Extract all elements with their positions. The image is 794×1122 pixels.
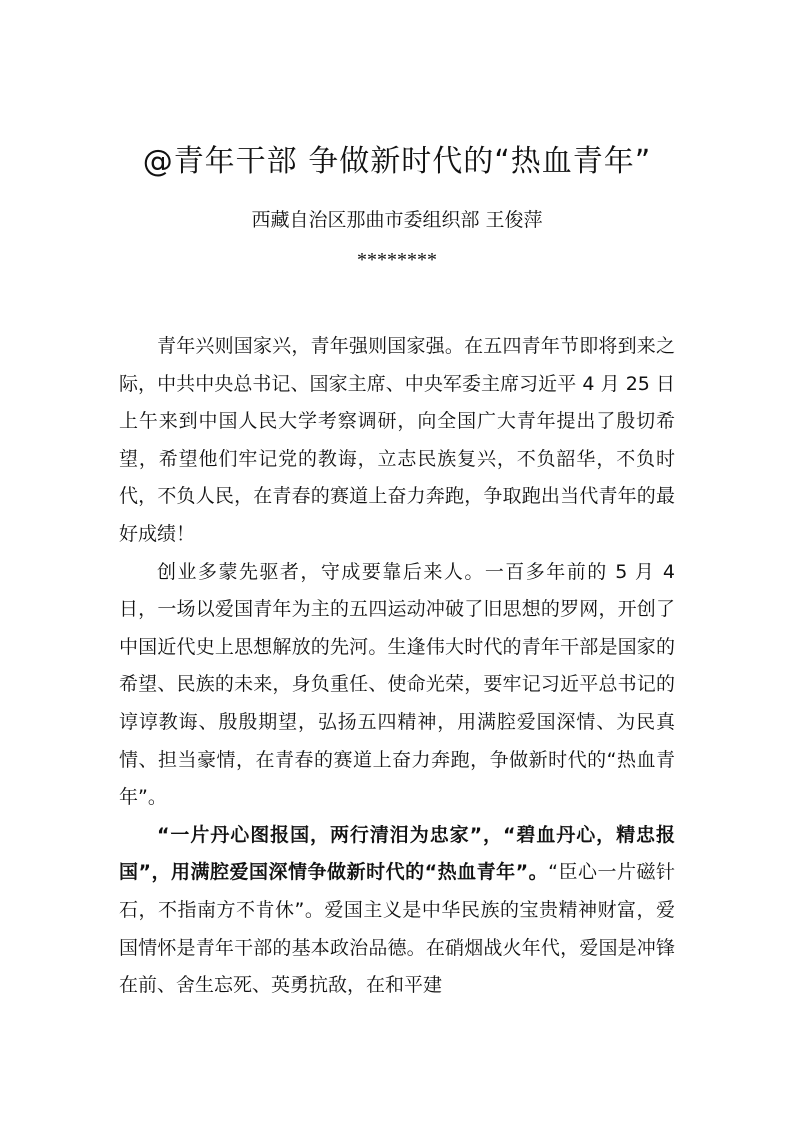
paragraph-1: 青年兴则国家兴，青年强则国家强。在五四青年节即将到来之际，中共中央总书记、国家主席、中央军委主席习近平 4 月 25 日上午来到中国人民大学考察调研，向全国广大青年提出了殷切希望，希望他们牢记党的教诲，立志民族复兴，不负韶华，不负时代，不负人民，在青春的赛道上奋力奔跑，争取跑出当代青年的最好成绩！: [119, 335, 675, 545]
paragraph-2: 创业多蒙先驱者，守成要靠后来人。一百多年前的 5 月 4 日，一场以爱国青年为主的五四运动冲破了旧思想的罗网，开创了中国近代史上思想解放的先河。生逢伟大时代的青年干部是国家的希望、民族的未来，身负重任、使命光荣，要牢记习近平总书记的谆谆教诲、殷殷期望，弘扬五四精神，用满腔爱国深情、为民真情、担当豪情，在青春的赛道上奋力奔跑，争做新时代的“热血青年”。: [119, 560, 675, 809]
paragraph-3: [119, 817, 675, 1005]
paragraph-3-bold-heading: “一片丹心图报国，两行清泪为忠家”，“碧血丹心，精忠报国”，用满腔爱国深情争做新时代的“热血青年”。: [119, 823, 675, 884]
paragraph-3-text: “臣心一片磁针石，不指南方不肯休”。爱国主义是中华民族的宝贵精神财富，爱国情怀是青年干部的基本政治品德。在硝烟战火年代，爱国是冲锋在前、舍生忘死、英勇抗敌，在和平建: [119, 861, 676, 997]
document-title: @青年干部 争做新时代的“热血青年”: [142, 144, 652, 179]
author-line: 西藏自治区那曲市委组织部 王俊萍: [251, 209, 543, 231]
separator-stars: ********: [357, 249, 437, 271]
article-body: [119, 328, 675, 1005]
